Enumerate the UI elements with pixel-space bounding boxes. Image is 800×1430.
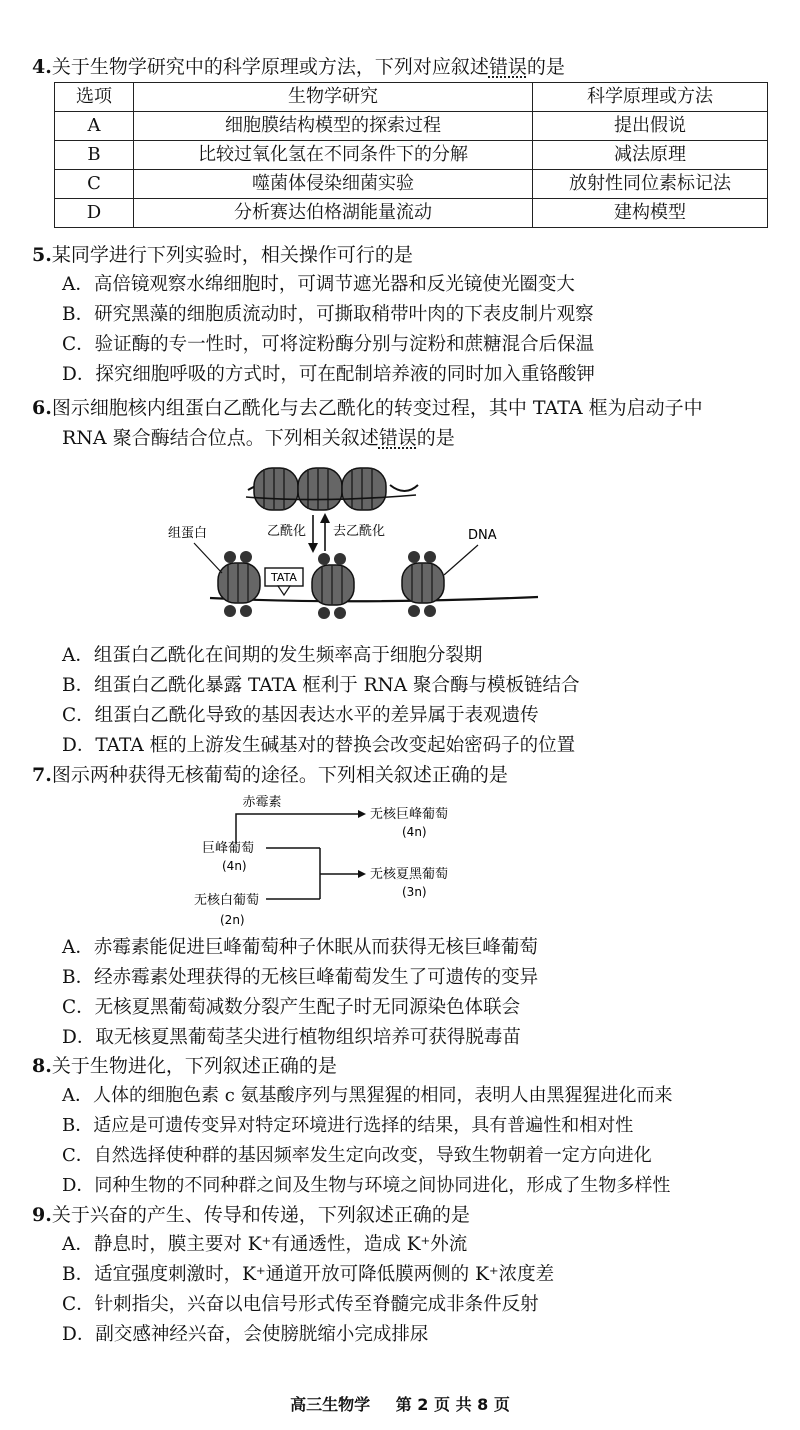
q6-option-b: B．组蛋白乙酰化暴露 TATA 框利于 RNA 聚合酶与模板链结合 (62, 675, 580, 696)
label-tata: TATA (271, 571, 297, 584)
table-cell: 建构模型 (533, 199, 768, 228)
label-deacetylation: 去乙酰化 (333, 524, 386, 539)
q8-option-d: D．同种生物的不同种群之间及生物与环境之间协同进化，形成了生物多样性 (62, 1175, 671, 1196)
q9-option-a: A．静息时，膜主要对 K⁺有通透性，造成 K⁺外流 (62, 1234, 468, 1255)
bottom-nucleosome-1 (218, 551, 260, 617)
table-cell: 放射性同位素标记法 (533, 170, 768, 199)
q9-option-b: B．适宜强度刺激时，K⁺通道开放可降低膜两侧的 K⁺浓度差 (62, 1264, 555, 1285)
top-nucleosome-2 (298, 468, 342, 510)
table-cell: 噬菌体侵染细菌实验 (134, 170, 533, 199)
q5-option-c: C．验证酶的专一性时，可将淀粉酶分别与淀粉和蔗糖混合后保温 (62, 334, 595, 355)
label-acetylation: 乙酰化 (266, 524, 306, 539)
label-dna: DNA (468, 528, 497, 543)
q6-option-d: D．TATA 框的上游发生碱基对的替换会改变起始密码子的位置 (62, 735, 576, 756)
q6-option-c: C．组蛋白乙酰化导致的基因表达水平的差异属于表观遗传 (62, 705, 539, 726)
q5-stem: 5.某同学进行下列实验时，相关操作可行的是 (32, 244, 413, 266)
q8-option-c: C．自然选择使种群的基因频率发生定向改变，导致生物朝着一定方向进化 (62, 1145, 652, 1166)
bottom-nucleosome-2 (312, 553, 354, 619)
table-cell: 提出假说 (533, 112, 768, 141)
gibberellin-arrow (236, 814, 358, 844)
top-nucleosome-1 (254, 468, 298, 510)
footer-page-number: 第 2 页 共 8 页 (395, 1395, 510, 1414)
q6-stem-line2: RNA 聚合酶结合位点。下列相关叙述错误的是 (62, 427, 455, 449)
q5-option-b: B．研究黑藻的细胞质流动时，可撕取稍带叶肉的下表皮制片观察 (62, 304, 594, 325)
histone-acetylation-figure (150, 455, 540, 630)
q8-option-b: B．适应是可遗传变异对特定环境进行选择的结果，具有普遍性和相对性 (62, 1115, 634, 1136)
q7-option-b: B．经赤霉素处理获得的无核巨峰葡萄发生了可遗传的变异 (62, 967, 539, 988)
q4-table (54, 82, 768, 228)
q9-option-d: D．副交感神经兴奋，会使膀胱缩小完成排尿 (62, 1324, 429, 1345)
q8-stem: 8.关于生物进化，下列叙述正确的是 (32, 1055, 337, 1077)
table-row (55, 170, 768, 199)
table-cell: 分析赛达伯格湖能量流动 (134, 199, 533, 228)
q7-option-c: C．无核夏黑葡萄减数分裂产生配子时无同源染色体联会 (62, 997, 521, 1018)
q5-option-a: A．高倍镜观察水绵细胞时，可调节遮光器和反光镜使光圈变大 (62, 274, 575, 295)
table-row (55, 112, 768, 141)
q6-stem: 6.图示细胞核内组蛋白乙酰化与去乙酰化的转变过程，其中 TATA 框为启动子中 (32, 397, 703, 419)
dna-strand (210, 597, 538, 601)
footer-subject: 高三生物学 (290, 1395, 371, 1414)
ploidy-seedless-white: (2n) (220, 913, 245, 927)
table-cell: 比较过氧化氢在不同条件下的分解 (134, 141, 533, 170)
q8-option-a: A．人体的细胞色素 c 氨基酸序列与黑猩猩的相同，表明人由黑猩猩进化而来 (62, 1085, 673, 1106)
ploidy-seedless-summer: (3n) (402, 885, 427, 899)
table-cell: 减法原理 (533, 141, 768, 170)
seedless-grape-pathway-figure (180, 788, 500, 933)
label-seedless-kyoho: 无核巨峰葡萄 (370, 807, 449, 822)
table-cell: B (55, 141, 134, 170)
table-cell: 细胞膜结构模型的探索过程 (134, 112, 533, 141)
table-header-cell: 科学原理或方法 (533, 83, 768, 112)
q7-stem: 7.图示两种获得无核葡萄的途径。下列相关叙述正确的是 (32, 764, 508, 786)
q7-option-a: A．赤霉素能促进巨峰葡萄种子休眠从而获得无核巨峰葡萄 (62, 937, 538, 958)
table-row (55, 199, 768, 228)
q9-option-c: C．针刺指尖，兴奋以电信号形式传至脊髓完成非条件反射 (62, 1294, 539, 1315)
q7-option-d: D．取无核夏黑葡萄茎尖进行植物组织培养可获得脱毒苗 (62, 1027, 521, 1048)
table-header-cell: 生物学研究 (134, 83, 533, 112)
q9-stem: 9.关于兴奋的产生、传导和传递，下列叙述正确的是 (32, 1204, 470, 1226)
table-row (55, 141, 768, 170)
table-cell: C (55, 170, 134, 199)
q5-option-d: D．探究细胞呼吸的方式时，可在配制培养液的同时加入重铬酸钾 (62, 364, 595, 385)
q6-option-a: A．组蛋白乙酰化在间期的发生频率高于细胞分裂期 (62, 645, 483, 666)
label-histone: 组蛋白 (168, 526, 208, 541)
page-footer (0, 1392, 800, 1415)
label-gibberellin: 赤霉素 (242, 795, 282, 810)
table-header-row (55, 83, 768, 112)
label-seedless-summer: 无核夏黑葡萄 (370, 867, 449, 882)
label-seedless-white: 无核白葡萄 (194, 893, 260, 908)
q4-stem: 4.关于生物学研究中的科学原理或方法，下列对应叙述错误的是 (32, 56, 565, 78)
ploidy-kyoho: (4n) (222, 859, 247, 873)
label-kyoho: 巨峰葡萄 (202, 841, 255, 856)
table-cell: A (55, 112, 134, 141)
table-cell: D (55, 199, 134, 228)
bottom-nucleosome-3 (402, 551, 444, 617)
ploidy-seedless-kyoho: (4n) (402, 825, 427, 839)
top-nucleosome-3 (342, 468, 386, 510)
table-header-cell: 选项 (55, 83, 134, 112)
